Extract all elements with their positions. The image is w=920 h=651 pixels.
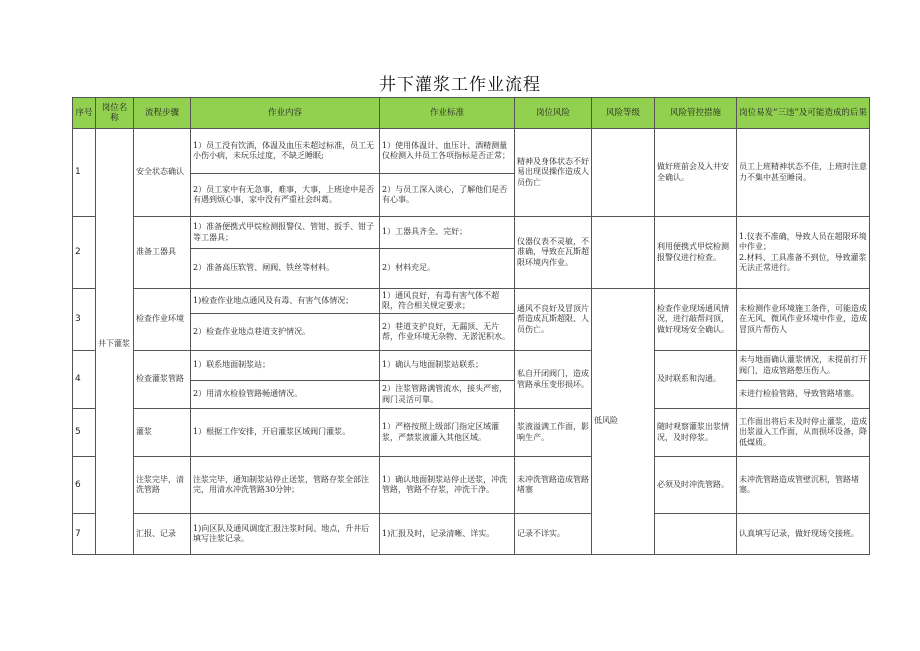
table-row: [73, 514, 870, 555]
work-standard: 2）与员工深入谈心，了解他们是否有心事。: [380, 174, 515, 217]
work-content: 1）联系地面制浆站；: [191, 351, 380, 381]
step-name: 注浆完毕，清洗管路: [134, 457, 191, 514]
control-measure: 利用便携式甲烷检测报警仪进行检查。: [655, 217, 737, 289]
work-standard: 1）确认与地面制浆站联系；: [380, 351, 515, 381]
step-no: 2: [73, 217, 96, 289]
position-risk: 精神及身体状态不好易出现误操作造成人员伤亡: [515, 129, 592, 217]
step-name: 安全状态确认: [134, 129, 191, 217]
step-no: 5: [73, 409, 96, 457]
table-row: [73, 129, 870, 174]
work-standard: 1）严格按照上级部门指定区域灌浆，严禁浆液灌入其他区域。: [380, 409, 515, 457]
step-no: 1: [73, 129, 96, 217]
step-name: 灌浆: [134, 409, 191, 457]
step-no: 4: [73, 351, 96, 409]
risk-level-label: 低风险: [594, 416, 618, 426]
work-standard: 1）通风良好，有毒有害气体不超限，符合相关规定要求；: [380, 289, 515, 314]
consequence: 未冲洗管路造成管壁沉积，管路堵塞。: [737, 457, 870, 514]
header-position: 岗位名称: [96, 98, 134, 129]
table-row: [73, 217, 870, 249]
step-name: 检查灌浆管路: [134, 351, 191, 409]
work-content: 1)向区队及通风调度汇报注浆时间、地点，升井后填写注浆记录。: [191, 514, 380, 555]
table-row: [73, 381, 870, 409]
process-table: [72, 97, 870, 555]
risk-level-cell: [655, 514, 737, 555]
table-row: [73, 289, 870, 314]
department-cell: [96, 129, 134, 555]
position-risk: 通风不良好及冒顶片帮造成瓦斯超限、人员伤亡。: [515, 289, 592, 351]
work-standard: 1）使用体温计、血压计、酒精测量仪检测入井员工各项指标是否正常；: [380, 129, 515, 174]
step-no: 6: [73, 457, 96, 514]
table-row: [73, 409, 870, 457]
table-row: [73, 457, 870, 514]
consequence: 员工上班精神状态不佳，上班时注意力不集中甚至睡岗。: [737, 129, 870, 217]
work-content: 1)检查作业地点通风及有毒、有害气体情况；: [191, 289, 380, 314]
work-standard: 1）工器具齐全、完好；: [380, 217, 515, 249]
work-content: 2）检查作业地点巷道支护情况。: [191, 314, 380, 351]
control-measure: 检查作业现场通风情况，进行敲帮问顶，做好现场安全确认。: [655, 289, 737, 351]
consequence: 未进行检验管路，导致管路堵塞。: [737, 381, 870, 409]
position-risk: 私自开闭阀门，造成管路承压变形损坏。: [515, 351, 592, 409]
work-standard: 2）注浆管路满管流水，接头严密，阀门灵活可靠。: [380, 381, 515, 409]
work-standard: 1)汇报及时，记录清晰、详实。: [380, 514, 515, 555]
risk-level-cell: [592, 129, 655, 217]
risk-level-cell: [592, 217, 655, 289]
control-measure: 认真填写记录，做好现场交接班。: [737, 514, 870, 555]
header-standard: 作业标准: [380, 98, 515, 129]
header-risk: 岗位风险: [515, 98, 592, 129]
table-row: [73, 351, 870, 381]
consequence: 1.仪表不准确，导致人员在超限环境中作业； 2.材料、工具准备不到位，导致灌浆无法正常进行。: [737, 217, 870, 289]
step-name: 准备工器具: [134, 217, 191, 289]
page-title: 井下灌浆工作业流程: [379, 75, 541, 95]
position-risk: 浆液溢满工作面，影响生产。: [515, 409, 592, 457]
header-no: 序号: [73, 98, 96, 129]
header-content: 作业内容: [191, 98, 380, 129]
consequence: 未检测作业环境施工条件，可能造成在无风、微风作业环境中作业，造成冒顶片帮伤人: [737, 289, 870, 351]
header-risk-level: 风险等级: [592, 98, 655, 129]
control-measure: 随时观察灌浆出浆情况，及时停浆。: [655, 409, 737, 457]
work-standard: 2）材料充足。: [380, 249, 515, 289]
control-measure: 必须及时冲洗管路。: [655, 457, 737, 514]
work-content: 2）员工家中有无急事，难事，大事，上班途中是否有遇到烦心事，家中没有严重社会纠葛。: [191, 174, 380, 217]
header-measure: 风险管控措施: [655, 98, 737, 129]
work-content: 注浆完毕，通知制浆站停止送浆，管路存浆全部注完，用清水冲洗管路30分钟；: [191, 457, 380, 514]
control-measure: 及时联系和沟通。: [655, 351, 737, 409]
position-risk: 仪器仪表不灵敏，不准确，导致在瓦斯超限环境内作业。: [515, 217, 592, 289]
position-risk: 记录不详实。: [515, 514, 592, 555]
department-label: 井下灌浆: [98, 338, 130, 348]
header-row: [73, 98, 870, 129]
work-content: 2）用清水检验管路畅通情况。: [191, 381, 380, 409]
risk-level-cell: [592, 289, 655, 555]
position-risk: 未冲洗管路造成管路堵塞: [515, 457, 592, 514]
step-name: 汇报、记录: [134, 514, 191, 555]
work-content: 1）根据工作安排，开启灌浆区域阀门灌浆。: [191, 409, 380, 457]
step-name: 检查作业环境: [134, 289, 191, 351]
header-consequence: 岗位易发“三违”及可能造成的后果: [737, 98, 870, 129]
consequence: 未与地面确认灌浆情况，未提前打开阀门，造成管路憋压伤人。: [737, 351, 870, 381]
control-measure: 做好班前会及入井安全确认。: [655, 129, 737, 217]
work-content: 1）员工没有饮酒，体温及血压未超过标准，员工无小伤小病，未玩乐过度，不缺乏睡眠;: [191, 129, 380, 174]
work-standard: 1）确认地面制浆站停止送浆，冲洗管路，管路不存浆，冲洗干净。: [380, 457, 515, 514]
header-step: 流程步骤: [134, 98, 191, 129]
work-content: 2）准备高压软管、闸阀、铁丝等材料。: [191, 249, 380, 289]
consequence: 工作面出将后未及时停止灌浆，造成出浆溢入工作面，从而损坏设备，降低煤质。: [737, 409, 870, 457]
step-no: 3: [73, 289, 96, 351]
work-standard: 2）巷道支护良好，无漏顶、无片帮，作业环境无杂物、无淤泥积水。: [380, 314, 515, 351]
work-content: 1）准备便携式甲烷检测报警仪、管钳、扳手、钳子等工器具；: [191, 217, 380, 249]
step-no: 7: [73, 514, 96, 555]
